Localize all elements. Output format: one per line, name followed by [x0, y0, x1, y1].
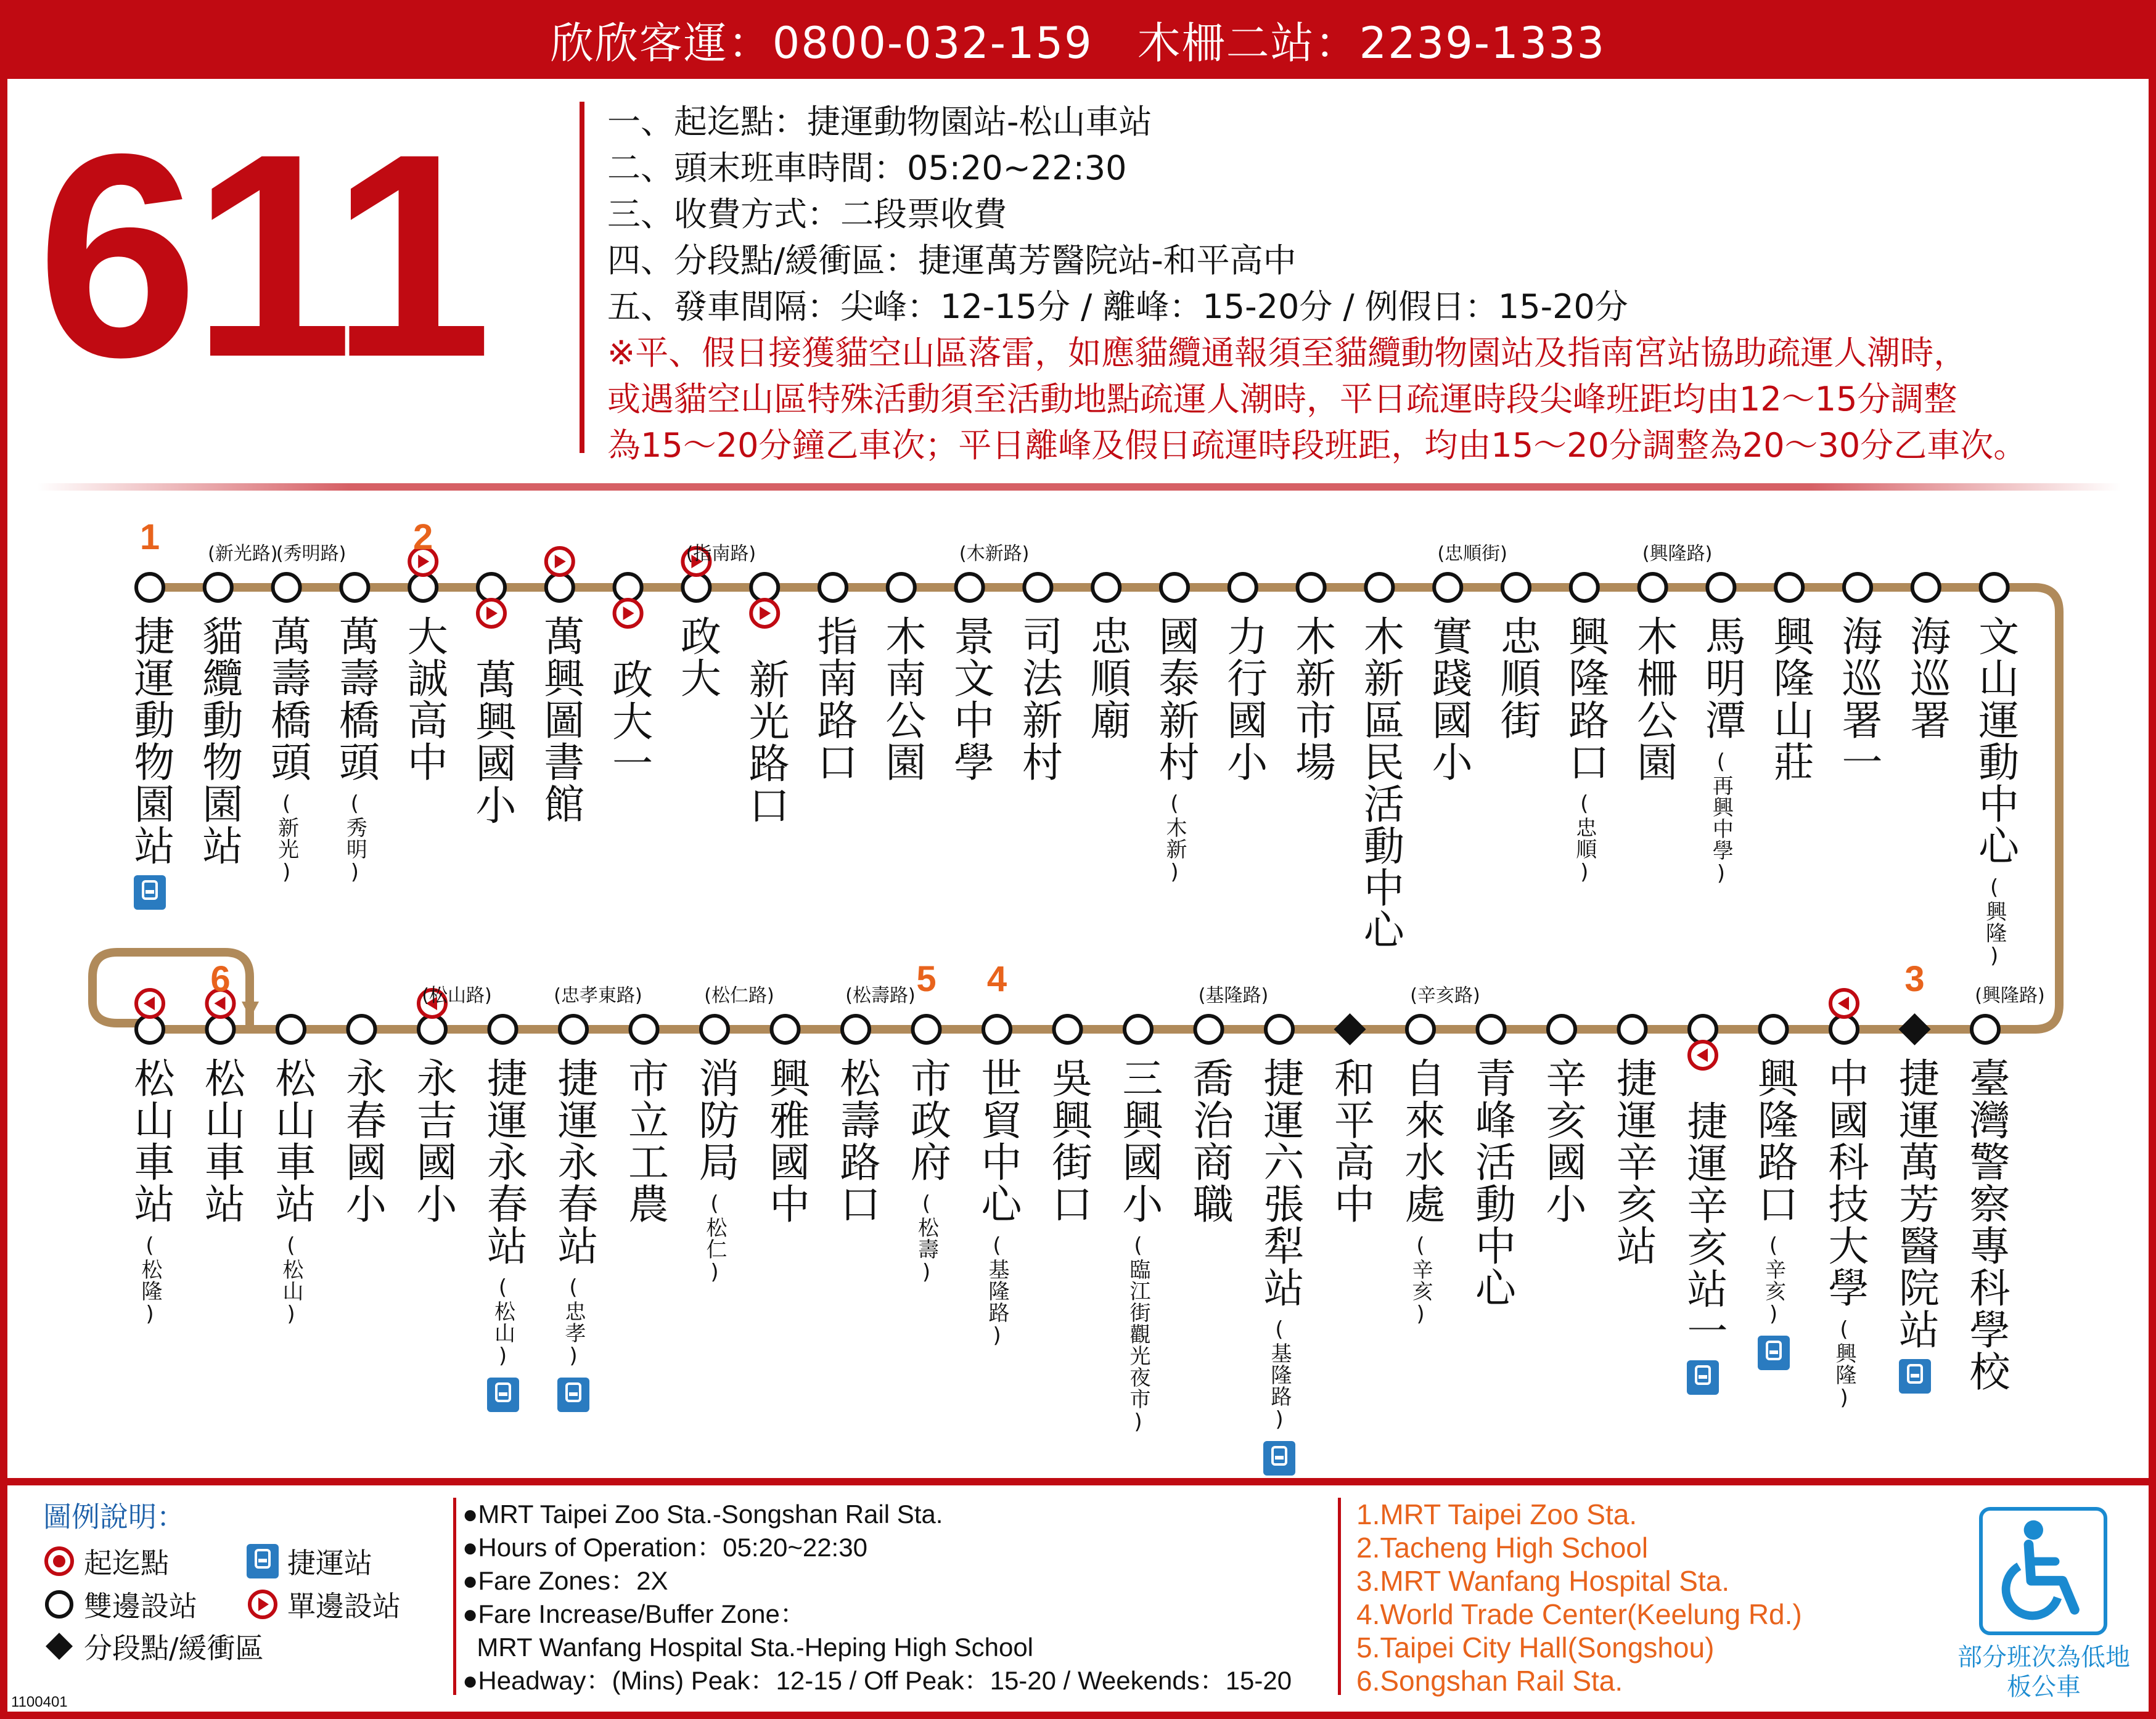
stop	[1327, 1057, 1375, 1225]
legend-terminal-label: 起迄點	[84, 1546, 169, 1580]
stop-marker	[1024, 574, 1051, 601]
stop	[903, 1057, 951, 1285]
stop-marker	[1195, 1016, 1223, 1043]
stop-marker	[560, 1016, 587, 1043]
english-line: MRT Wanfang Hospital Sta.-Heping High School	[462, 1633, 1034, 1662]
road-label: (松壽路)	[845, 985, 916, 1006]
key-point: 2.Tacheng High School	[1356, 1532, 1649, 1564]
road-label: (忠孝東路)	[554, 985, 642, 1006]
stop-sub-label: (興隆)	[1982, 875, 2007, 969]
stop	[1561, 615, 1609, 885]
stop-marker	[1502, 574, 1530, 601]
stop-name: 海巡署	[1903, 615, 1951, 741]
stop-marker	[277, 1016, 305, 1043]
stop	[1356, 615, 1404, 950]
stop-name: 指南路口	[810, 615, 858, 783]
english-line: ●Fare Increase/Buffer Zone：	[462, 1599, 806, 1628]
one-side-icon	[136, 990, 163, 1017]
stop-name: 捷運六張犁站	[1256, 1057, 1304, 1309]
key-points	[1356, 1498, 1802, 1697]
stop	[810, 615, 858, 783]
stop-sub-label: (松仁)	[702, 1191, 727, 1285]
key-point: 6.Songshan Rail Sta.	[1356, 1665, 1623, 1697]
wheelchair-icon	[1979, 1507, 2107, 1635]
stop	[1493, 615, 1541, 741]
stop-name: 臺灣警察專科學校	[1962, 1057, 2010, 1392]
stop-marker	[1266, 1016, 1293, 1043]
stop	[197, 1057, 245, 1225]
stop-sub-label: (秀明)	[342, 791, 367, 885]
mrt-icon	[134, 875, 166, 910]
legend-title: 圖例說明：	[43, 1500, 185, 1533]
legend-one-side-label: 單邊設站	[287, 1590, 401, 1623]
stop	[1629, 615, 1678, 783]
zone-diamond-marker	[1899, 1013, 1931, 1045]
stop	[1219, 615, 1268, 783]
legend-one-side	[247, 1584, 401, 1625]
stop	[1750, 1057, 1798, 1370]
stop-name: 國泰新村	[1152, 615, 1199, 783]
stop-marker	[490, 1016, 517, 1043]
road-label: (辛亥路)	[1410, 985, 1480, 1006]
stop-marker	[1571, 574, 1598, 601]
stop-marker	[546, 574, 573, 601]
stop-name: 永春國小	[338, 1057, 387, 1225]
stop-sub-label: (松山)	[490, 1275, 515, 1369]
stop-name: 海巡署一	[1835, 615, 1882, 783]
stop	[1766, 615, 1814, 783]
stop-marker	[819, 574, 846, 601]
stop-marker	[631, 1016, 658, 1043]
stop	[1425, 615, 1473, 783]
stop	[1698, 615, 1746, 886]
stop-name: 捷運辛亥站	[1609, 1057, 1657, 1267]
legend-mrt-label: 捷運站	[287, 1546, 372, 1580]
stop-name: 市政府	[903, 1057, 951, 1183]
stop	[1609, 1057, 1657, 1267]
stop-sub-label: (再興中學)	[1708, 749, 1734, 886]
stop-name: 政大一	[605, 658, 653, 784]
stop-marker	[409, 574, 437, 601]
stop-name: 政大	[673, 615, 721, 699]
stop-name: 馬明潭	[1698, 615, 1746, 741]
key-point-number: 4	[986, 959, 1007, 999]
stop	[127, 615, 174, 910]
notice-line: 為15～20分鐘乙車次；平日離峰及假日疏運時段班距，均由15～20分調整為20～30分乙車次。	[607, 426, 2027, 465]
stop-name: 興隆路口	[1561, 615, 1609, 783]
road-label: (新光路)	[208, 543, 278, 565]
stop	[692, 1057, 739, 1285]
stop	[1468, 1057, 1516, 1309]
stop-name: 興隆山莊	[1766, 615, 1814, 783]
english-line: ●Headway：(Mins) Peak：12-15 / Off Peak：15-20 / Weekends：15-20	[462, 1666, 1292, 1695]
stop-name: 新光路口	[742, 658, 790, 826]
stop-marker	[1229, 574, 1256, 601]
stop-marker	[682, 574, 710, 601]
stop-sub-label: (木新)	[1162, 791, 1187, 885]
stop-marker	[136, 1016, 163, 1043]
bottom-separator	[7, 1478, 2149, 1485]
road-label: (基隆路)	[1198, 985, 1269, 1006]
one-side-icon	[247, 1588, 279, 1620]
stop-marker	[1981, 574, 2008, 601]
stop	[1892, 1057, 1940, 1394]
stop	[1398, 1057, 1445, 1327]
stop-marker	[1707, 574, 1734, 601]
stop	[833, 1057, 880, 1225]
stop	[1083, 615, 1131, 741]
stop	[1962, 1057, 2010, 1392]
mrt-icon	[1263, 1441, 1295, 1476]
legend-both-sides-label: 雙邊設站	[84, 1590, 197, 1623]
stop-marker	[842, 1016, 869, 1043]
one-side-icon	[615, 600, 642, 627]
stop	[1256, 1057, 1304, 1476]
stop	[1152, 615, 1199, 885]
legend-mrt	[247, 1541, 372, 1582]
stop	[480, 1057, 528, 1412]
stop-sub-label: (忠順)	[1572, 791, 1597, 885]
stop-name: 世貿中心	[974, 1057, 1022, 1225]
stop-marker	[751, 574, 778, 601]
english-line: ●Hours of Operation：05:20~22:30	[462, 1533, 867, 1562]
info-line: 五、發車間隔：尖峰：12-15分 / 離峰：15-20分 / 例假日：15-20分	[607, 287, 1628, 326]
stop-sub-label: (基隆路)	[985, 1233, 1009, 1349]
stop-name: 喬治商職	[1186, 1057, 1234, 1225]
stop-marker	[419, 1016, 446, 1043]
stop-name: 大誠高中	[400, 615, 448, 783]
stop	[1680, 1100, 1728, 1395]
key-point: 3.MRT Wanfang Hospital Sta.	[1356, 1565, 1730, 1597]
legend	[43, 1495, 185, 1539]
stop-sub-label: (松山)	[279, 1233, 303, 1327]
one-side-icon	[478, 600, 505, 627]
stop-marker	[273, 574, 300, 601]
legend-terminal	[43, 1541, 169, 1582]
stop-name: 自來水處	[1398, 1057, 1445, 1225]
stop-sub-label: (臨江街觀光夜市)	[1126, 1233, 1150, 1435]
stop-name: 松山車站	[127, 1057, 174, 1225]
stop-marker	[1161, 574, 1188, 601]
road-label: (忠順街)	[1437, 543, 1507, 565]
stop-marker	[1639, 574, 1666, 601]
stop-name: 中國科技大學	[1821, 1057, 1869, 1309]
key-point-number: 5	[916, 959, 937, 999]
terminal-icon	[43, 1545, 75, 1577]
stop-marker	[1776, 574, 1803, 601]
english-line: ●Fare Zones：2X	[462, 1566, 668, 1595]
stop-name: 木新市場	[1288, 615, 1336, 783]
info-line: 四、分段點/緩衝區：捷運萬芳醫院站-和平高中	[607, 241, 1297, 280]
stop	[1539, 1057, 1586, 1225]
zone-diamond-marker	[1334, 1013, 1366, 1045]
stop	[127, 1057, 174, 1327]
one-side-icon	[1830, 990, 1858, 1017]
stop-marker	[1478, 1016, 1505, 1043]
stop-marker	[956, 574, 983, 601]
mrt-icon	[1758, 1336, 1790, 1370]
info-line: 三、收費方式：二段票收費	[607, 195, 1007, 234]
route-number: 611	[37, 94, 486, 417]
stop-sub-label: (新光)	[274, 791, 299, 885]
stop-name: 木柵公園	[1629, 615, 1678, 783]
mrt-icon	[1687, 1360, 1719, 1395]
footer-divider	[453, 1498, 456, 1695]
stop	[332, 615, 380, 885]
stop-marker	[1912, 574, 1940, 601]
stop	[1821, 1057, 1869, 1411]
notice-line: ※平、假日接獲貓空山區落雷，如應貓纜通報須至貓纜動物園站及指南宮站協助疏運人潮時，	[607, 333, 1967, 372]
stop-name: 木新區民活動中心	[1356, 615, 1404, 950]
stop-name: 松山車站	[197, 1057, 245, 1225]
stop-name: 貓纜動物園站	[195, 615, 243, 867]
stop-name: 吳興街口	[1044, 1057, 1092, 1225]
stop-marker	[1972, 1016, 1999, 1043]
stop-name: 捷運萬芳醫院站	[1892, 1057, 1940, 1350]
low-floor-note: 部分班次為低地板公車	[1957, 1643, 2130, 1701]
stop-sub-label: (松壽)	[914, 1191, 939, 1285]
stop-marker	[1760, 1016, 1787, 1043]
stop	[268, 1057, 316, 1327]
stop-name: 捷運永春站	[551, 1057, 598, 1267]
stop-sub-label: (辛亥)	[1761, 1233, 1786, 1327]
stop-marker	[1298, 574, 1325, 601]
stop	[742, 658, 790, 826]
notice-line: 或遇貓空山區特殊活動須至活動地點疏運人潮時，平日疏運時段尖峰班距均由12～15分調整	[607, 380, 1957, 419]
stop-name: 萬興圖書館	[536, 615, 584, 825]
stop-marker	[1366, 574, 1393, 601]
legend-zone-label: 分段點/緩衝區	[84, 1631, 264, 1665]
doc-code: 1100401	[11, 1694, 68, 1710]
stop	[1288, 615, 1336, 783]
stop	[1044, 1057, 1092, 1225]
road-label: (松仁路)	[704, 985, 774, 1006]
road-label: (松山路)	[422, 985, 492, 1006]
stop-marker	[1830, 1016, 1858, 1043]
stop	[946, 615, 994, 783]
stop-name: 市立工農	[621, 1057, 669, 1225]
stop-marker	[1548, 1016, 1575, 1043]
loop-arrow	[242, 1002, 259, 1018]
mrt-icon	[557, 1378, 589, 1412]
stop-sub-label: (松隆)	[137, 1233, 162, 1327]
stop-name: 司法新村	[1015, 615, 1063, 783]
stop	[1971, 615, 2019, 969]
stop	[536, 615, 584, 825]
one-side-icon	[546, 548, 573, 575]
key-point: 1.MRT Taipei Zoo Sta.	[1356, 1498, 1637, 1530]
stop-marker	[701, 1016, 728, 1043]
key-point: 5.Taipei City Hall(Songshou)	[1356, 1631, 1715, 1664]
road-label: (興隆路)	[1642, 543, 1713, 565]
one-side-icon	[1689, 1042, 1716, 1069]
stop	[195, 615, 243, 867]
stop-name: 捷運永春站	[480, 1057, 528, 1267]
stop	[263, 615, 311, 885]
stop-sub-label: (辛亥)	[1408, 1233, 1433, 1327]
mrt-icon	[247, 1544, 279, 1578]
stop-name: 興隆路口	[1750, 1057, 1798, 1225]
stop-name: 捷運動物園站	[127, 615, 174, 867]
stop-marker	[1619, 1016, 1646, 1043]
stop	[1115, 1057, 1163, 1435]
stop-marker	[1844, 574, 1871, 601]
key-point-number: 2	[413, 517, 433, 557]
stop-marker	[615, 574, 642, 601]
stop-name: 三興國小	[1115, 1057, 1163, 1225]
zone-diamond-icon	[43, 1630, 75, 1662]
stop-name: 力行國小	[1219, 615, 1268, 783]
stop-marker	[1434, 574, 1461, 601]
mrt-icon	[1899, 1359, 1931, 1394]
key-point-number: 6	[210, 959, 231, 999]
stop-sub-label: (忠孝)	[561, 1275, 586, 1369]
legend-both-sides	[43, 1584, 197, 1625]
key-point-number: 3	[1904, 959, 1925, 999]
stop-marker	[983, 1016, 1010, 1043]
stop	[469, 658, 516, 826]
stop	[673, 615, 721, 699]
stop-name: 忠順廟	[1083, 615, 1131, 741]
stop	[400, 615, 448, 783]
stop-name: 松壽路口	[833, 1057, 880, 1225]
stop	[974, 1057, 1022, 1349]
contact-bar: 欣欣客運：0800-032-159 木柵二站：2239-1333	[0, 0, 2156, 79]
stop-marker	[1407, 1016, 1434, 1043]
both-sides-icon	[43, 1588, 75, 1620]
stop-name: 消防局	[692, 1057, 739, 1183]
stop	[409, 1057, 457, 1225]
stop-marker	[772, 1016, 799, 1043]
stop-marker	[207, 1016, 234, 1043]
english-info	[462, 1498, 1292, 1697]
stop	[1186, 1057, 1234, 1225]
stop-name: 青峰活動中心	[1468, 1057, 1516, 1309]
stop-marker	[888, 574, 915, 601]
info-line: 二、頭末班車時間：05:20~22:30	[607, 149, 1127, 187]
road-label: (興隆路)	[1975, 985, 2045, 1006]
stop-marker	[913, 1016, 940, 1043]
english-line: ●MRT Taipei Zoo Sta.-Songshan Rail Sta.	[462, 1500, 943, 1529]
stop-name: 辛亥國小	[1539, 1057, 1586, 1225]
stop-name: 興雅國中	[762, 1057, 810, 1225]
stop-name: 忠順街	[1493, 615, 1541, 741]
footer-divider	[1338, 1498, 1341, 1695]
stop	[762, 1057, 810, 1225]
stop-name: 實踐國小	[1425, 615, 1473, 783]
stop-sub-label: (興隆)	[1832, 1317, 1856, 1411]
stop	[621, 1057, 669, 1225]
mrt-icon	[487, 1378, 519, 1412]
stop-name: 永吉國小	[409, 1057, 457, 1225]
stop	[1835, 615, 1882, 783]
stop-marker	[1689, 1016, 1716, 1043]
stop-marker	[205, 574, 232, 601]
stop-marker	[478, 574, 505, 601]
info-line: 一、起迄點：捷運動物園站-松山車站	[607, 102, 1152, 141]
one-side-icon	[751, 600, 778, 627]
stop-name: 萬興國小	[469, 658, 516, 826]
legend-zone	[43, 1626, 264, 1667]
road-label: (秀明路)	[276, 543, 346, 565]
stop-name: 景文中學	[946, 615, 994, 783]
key-point: 4.World Trade Center(Keelung Rd.)	[1356, 1598, 1802, 1630]
stop	[878, 615, 926, 783]
stop	[1015, 615, 1063, 783]
stop-name: 木南公園	[878, 615, 926, 783]
stop-marker	[136, 574, 163, 601]
road-label: (木新路)	[959, 543, 1030, 565]
stop-name: 捷運辛亥站一	[1680, 1100, 1728, 1352]
stop-marker	[341, 574, 368, 601]
stop	[605, 658, 653, 784]
stop	[1903, 615, 1951, 741]
key-point-number: 1	[139, 517, 160, 557]
road-label: (指南路)	[686, 543, 756, 565]
stop-marker	[348, 1016, 375, 1043]
stop-marker	[1092, 574, 1120, 601]
stop-marker	[1125, 1016, 1152, 1043]
stop	[551, 1057, 598, 1412]
stop-marker	[1054, 1016, 1081, 1043]
stop-name: 萬壽橋頭	[332, 615, 380, 783]
stop-name: 萬壽橋頭	[263, 615, 311, 783]
stop-name: 和平高中	[1327, 1057, 1375, 1225]
stop-sub-label: (基隆路)	[1267, 1317, 1292, 1432]
stop-name: 文山運動中心	[1971, 615, 2019, 867]
stop	[338, 1057, 387, 1225]
stop-name: 松山車站	[268, 1057, 316, 1225]
